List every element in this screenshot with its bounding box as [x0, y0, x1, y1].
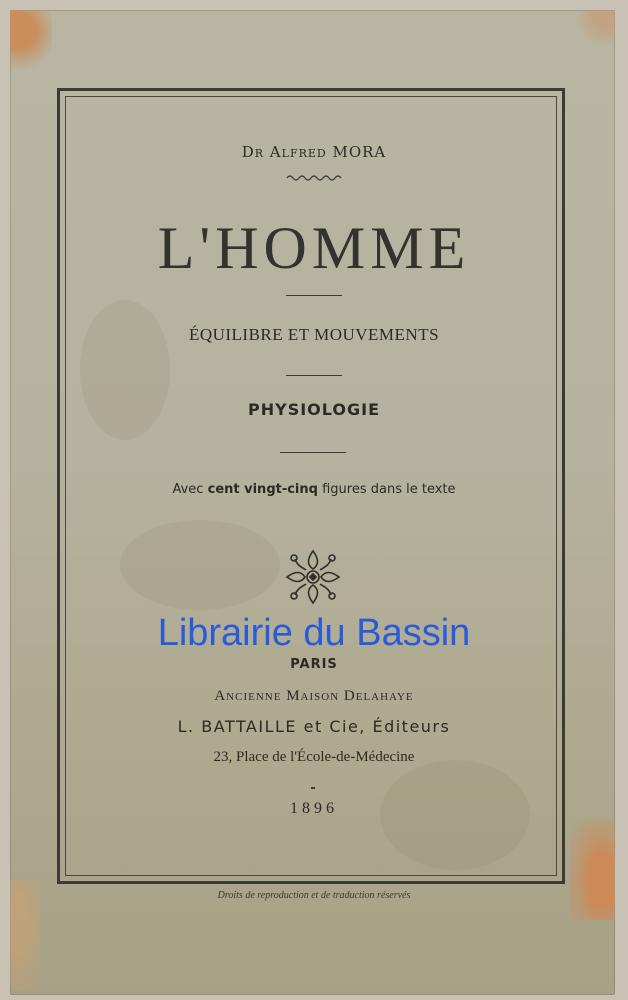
figures-note [0, 482, 628, 497]
publication-year: 1896 [290, 800, 338, 817]
publisher-city: PARIS [290, 657, 338, 672]
worn-corner-top-right [565, 10, 615, 50]
book-section: PHYSIOLOGIE [247, 400, 381, 419]
divider-dot [311, 787, 315, 789]
rights-notice: Droits de reproduction et de traduction réservés [217, 890, 411, 901]
divider-rule [286, 295, 342, 296]
printer-ornament-icon [281, 545, 345, 609]
bookseller-watermark: Librairie du Bassin [157, 612, 471, 654]
book-title: L'HOMME [157, 215, 471, 281]
publisher-house: Ancienne Maison Delahaye [214, 688, 414, 704]
figures-note-count: cent vingt-cinq [207, 482, 318, 497]
figures-note-suffix: figures dans le texte [322, 482, 456, 497]
publisher-name: L. BATTAILLE et Cie, Éditeurs [177, 717, 451, 736]
divider-rule [280, 452, 346, 453]
worn-corner-top-left [10, 10, 52, 80]
publisher-address: 23, Place de l'École-de-Médecine [213, 749, 415, 765]
author-name: Dr Alfred MORA [241, 143, 387, 161]
figures-note-prefix: Avec [172, 482, 204, 497]
book-subtitle: ÉQUILIBRE ET MOUVEMENTS [188, 325, 440, 344]
ornamental-squiggle-icon [286, 173, 342, 183]
divider-rule [286, 375, 342, 376]
worn-edge-bottom-right [570, 820, 615, 920]
